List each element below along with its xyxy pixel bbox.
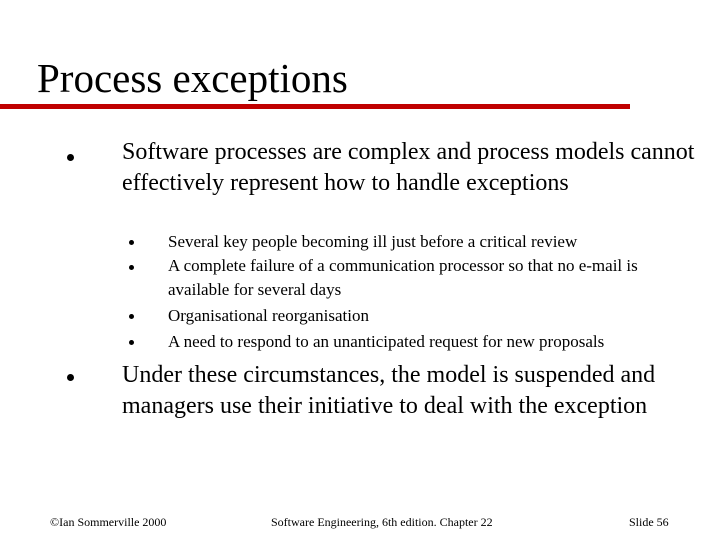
bullet-text-1: Software processes are complex and process models cannot effectively represent how to handle exceptions <box>122 139 695 196</box>
sub-bullet-icon <box>129 340 134 345</box>
bullet-icon <box>67 154 74 161</box>
slide-title: Process exceptions <box>37 55 348 101</box>
footer-copyright: ©Ian Sommerville 2000 <box>50 515 167 529</box>
footer-slide-number: Slide 56 <box>629 515 669 529</box>
sub-bullet-icon <box>129 240 134 245</box>
sub-bullet-icon <box>129 314 134 319</box>
title-underline <box>0 104 630 109</box>
sub-bullet-text-4: A need to respond to an unanticipated request for new proposals <box>168 332 605 351</box>
sub-bullet-icon <box>129 265 134 270</box>
sub-bullet-text-3: Organisational reorganisation <box>168 306 369 325</box>
bullet-icon <box>67 374 74 381</box>
bullet-text-2: Under these circumstances, the model is suspended and managers use their initiative to deal with the exception <box>122 362 656 419</box>
sub-bullet-text-1: Several key people becoming ill just before a critical review <box>168 232 578 251</box>
footer-book: Software Engineering, 6th edition. Chapter 22 <box>271 515 493 529</box>
sub-bullet-text-2: A complete failure of a communication processor so that no e-mail is available for several days <box>168 256 638 299</box>
